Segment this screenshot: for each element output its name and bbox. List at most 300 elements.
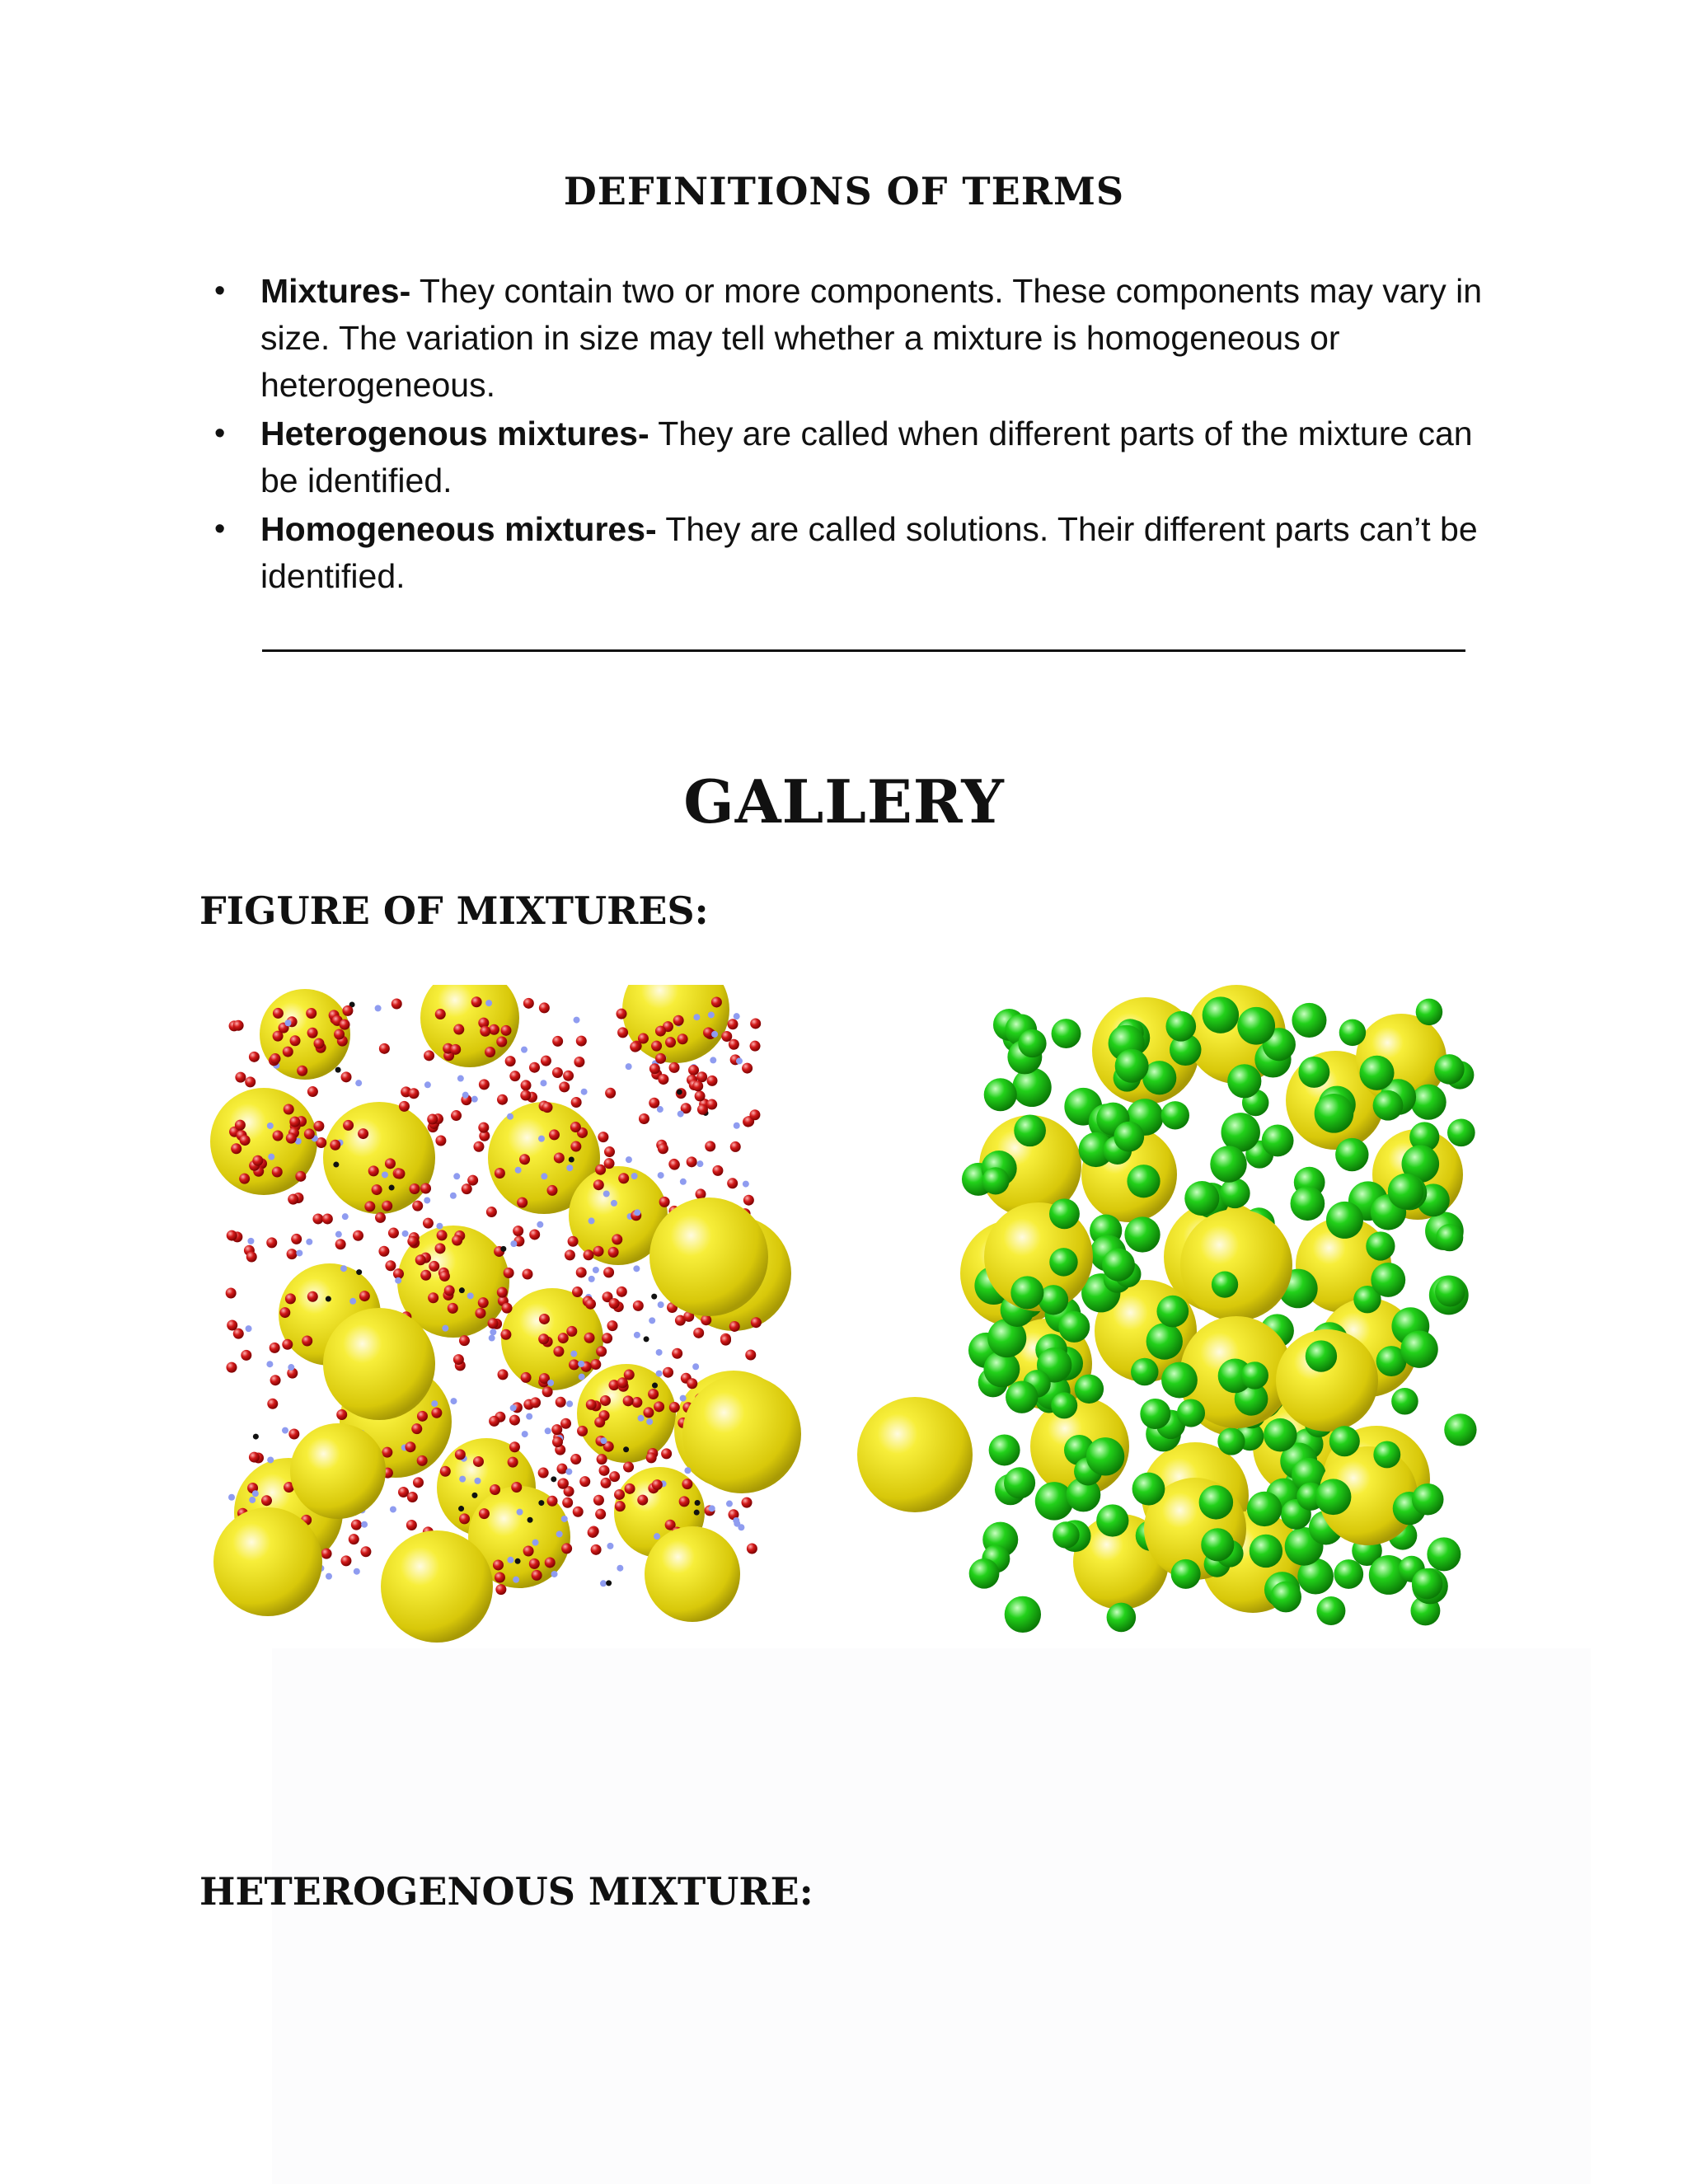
blue-particle [268,1154,274,1160]
red-particle [473,1141,484,1152]
red-particle [304,1128,315,1139]
red-particle [672,1348,682,1359]
red-particle [330,1140,340,1151]
red-particle [519,1154,530,1165]
mixtures-figure [206,985,1492,1644]
blue-particle [547,1380,554,1386]
green-sphere [1161,1101,1189,1129]
green-sphere [1124,1216,1160,1252]
red-particle [382,1447,392,1458]
red-particle [576,1267,587,1277]
black-particle [389,1185,395,1191]
red-particle [562,1497,573,1508]
red-particle [568,1236,579,1247]
red-particle [609,1298,620,1309]
blue-particle [267,1122,274,1129]
green-sphere [1058,1311,1090,1343]
red-particle [287,1249,298,1259]
red-particle [385,1260,396,1271]
blue-particle [522,1431,528,1437]
red-particle [594,1417,605,1427]
gallery-heading: GALLERY [683,766,1005,837]
blue-particle [467,1292,474,1299]
blue-particle [490,1329,496,1335]
red-particle [604,1158,615,1169]
red-particle [497,1094,508,1105]
red-particle [571,1097,582,1108]
green-sphere [1049,1248,1077,1276]
red-particle [566,1326,577,1337]
red-particle [479,1079,490,1090]
red-particle [541,1056,551,1066]
red-particle [603,1267,614,1277]
red-particle [604,1146,615,1157]
definition-text: They are called when different parts of the mixture can be identified. [260,415,1473,499]
red-particle [289,1117,300,1127]
red-particle [448,1303,458,1314]
red-particle [435,1243,446,1254]
blue-particle [450,1398,457,1404]
blue-particle [708,1011,715,1018]
green-sphere [1171,1559,1201,1589]
red-particle [682,1479,692,1489]
red-particle [556,1397,566,1408]
red-particle [563,1071,574,1081]
red-particle [542,1102,552,1113]
red-particle [612,1234,622,1244]
red-particle [411,1423,422,1434]
blue-particle [390,1506,396,1512]
red-particle [593,1246,604,1257]
red-particle [382,1201,392,1212]
heterogeneous-cluster-illustration [210,985,973,1643]
red-particle [595,1509,606,1520]
green-sphere [1049,1198,1080,1229]
red-particle [651,1041,662,1052]
green-sphere [1086,1437,1124,1475]
red-particle [706,1099,717,1110]
red-particle [552,1436,563,1447]
red-particle [364,1201,375,1212]
red-particle [428,1292,438,1303]
red-particle [579,1476,590,1487]
black-particle [644,1336,649,1342]
red-particle [505,1056,516,1066]
green-sphere [1161,1362,1198,1399]
red-particle [478,1297,489,1308]
green-sphere [1400,1330,1437,1367]
green-sphere [1010,1276,1043,1309]
green-sphere [1434,1054,1465,1085]
green-sphere [1165,1011,1196,1042]
red-particle [297,1066,307,1076]
blue-particle [600,1580,607,1586]
blue-particle [540,1080,546,1086]
red-particle [561,1543,572,1554]
red-particle [546,1185,557,1196]
green-sphere [1132,1473,1165,1506]
blue-particle [634,1209,640,1216]
green-sphere [1444,1413,1476,1446]
red-particle [459,1513,470,1524]
red-particle [711,996,722,1007]
green-sphere [1270,1582,1301,1613]
red-particle [521,1080,532,1090]
blue-particle [471,1096,478,1103]
green-sphere [989,1434,1020,1465]
blue-particle [626,1156,632,1163]
definition-item [204,410,1490,504]
green-sphere [1018,1029,1046,1057]
red-particle [560,1418,571,1429]
blue-particle [340,1265,347,1272]
red-particle [551,1424,562,1435]
green-sphere [1315,1094,1354,1133]
red-particle [343,1120,354,1131]
red-particle [617,1286,627,1297]
green-sphere [1316,1596,1345,1625]
red-particle [288,1194,298,1205]
red-particle [549,1129,560,1140]
definition-term: Mixtures- [260,272,411,310]
blue-particle [680,1179,687,1185]
red-particle [471,996,482,1007]
red-particle [720,1335,731,1346]
red-particle [729,1039,739,1050]
blue-particle [288,1364,294,1371]
blue-particle [611,1200,617,1207]
red-particle [394,1169,405,1179]
red-particle [453,1354,464,1365]
blue-particle [710,1057,716,1063]
red-particle [412,1201,423,1212]
blue-particle [526,1413,532,1420]
red-particle [552,1036,563,1047]
red-particle [282,1339,293,1350]
red-particle [502,1303,513,1314]
yellow-sphere [323,1308,435,1420]
red-particle [624,1370,635,1380]
red-particle [420,1270,431,1281]
red-particle [570,1122,581,1132]
black-particle [515,1558,521,1564]
red-particle [291,1234,302,1244]
red-particle [750,1018,761,1029]
red-particle [407,1236,418,1247]
green-sphere [1262,1125,1294,1157]
red-particle [450,1044,461,1055]
green-sphere [1435,1277,1465,1307]
green-sphere [1366,1231,1395,1260]
blue-particle [658,1172,664,1179]
red-particle [617,1027,628,1038]
blue-particle [680,1395,687,1402]
red-particle [226,1287,237,1298]
blue-particle [306,1239,312,1245]
red-particle [279,1307,290,1318]
blue-particle [649,1317,655,1324]
red-particle [388,1228,399,1239]
definitions-list [204,268,1490,602]
green-sphere [1334,1559,1363,1589]
red-particle [669,1062,680,1073]
blue-particle [561,1516,568,1522]
red-particle [591,1544,602,1555]
red-particle [643,1407,654,1418]
red-particle [599,1465,610,1476]
blue-particle [513,1577,519,1583]
blue-particle [581,1089,588,1095]
red-particle [252,1155,263,1166]
red-particle [638,1033,649,1044]
blue-particle [711,1031,718,1038]
red-particle [435,1136,446,1146]
red-particle [489,1416,499,1427]
blue-particle [282,1427,288,1434]
green-sphere [1203,996,1240,1033]
black-particle [471,1493,477,1498]
red-particle [284,1104,294,1115]
red-particle [588,1527,598,1538]
red-particle [547,1496,558,1507]
blue-particle [335,1231,342,1238]
red-particle [270,1343,280,1353]
red-particle [437,1230,448,1240]
green-sphere [1329,1426,1360,1456]
green-sphere [1315,1479,1352,1515]
red-particle [602,1333,612,1343]
red-particle [679,1496,690,1507]
red-particle [509,1071,520,1081]
red-particle [496,1036,507,1047]
red-particle [273,1008,284,1019]
red-particle [614,1489,625,1500]
red-particle [593,1179,604,1190]
green-yellow-cluster-illustration [960,985,1477,1633]
green-sphere [1199,1485,1234,1520]
blue-particle [678,1111,684,1118]
page-title: DEFINITIONS OF TERMS [563,169,1125,213]
red-particle [495,1572,505,1582]
red-particle [742,1063,753,1074]
red-particle [601,1478,612,1488]
yellow-sphere [1180,1209,1292,1321]
red-particle [423,1218,434,1229]
red-particle [659,1197,670,1207]
red-particle [360,1546,371,1557]
red-particle [235,1072,246,1083]
red-particle [286,1133,297,1144]
red-particle [687,1156,697,1167]
yellow-sphere [649,1197,768,1316]
red-particle [598,1132,608,1142]
blue-particle [424,1197,430,1203]
red-particle [490,1484,500,1495]
red-particle [321,1549,332,1559]
red-particle [630,1042,640,1052]
red-particle [239,1174,250,1184]
green-sphere [1291,1186,1325,1221]
green-sphere [1146,1323,1183,1359]
green-sphere [1210,1146,1246,1182]
red-particle [509,1441,520,1452]
red-particle [586,1399,597,1410]
black-particle [652,1383,658,1389]
green-sphere [1436,1224,1463,1251]
red-particle [529,1558,540,1569]
red-particle [334,1029,345,1039]
red-particle [288,1429,299,1440]
red-particle [539,1002,550,1013]
black-particle [695,1500,701,1506]
blue-particle [726,1501,733,1507]
red-particle [554,1152,565,1163]
red-particle [500,1329,511,1340]
black-particle [333,1162,339,1168]
blue-particle [565,1469,572,1475]
black-particle [459,1287,465,1293]
red-particle [692,1080,703,1091]
green-sphere [1217,1427,1245,1455]
blue-particle [646,1418,653,1425]
red-particle [372,1184,382,1195]
blue-particle [658,1301,664,1308]
red-particle [596,1346,607,1357]
red-particle [405,1441,415,1452]
blue-particle [462,1092,469,1099]
blue-particle [395,1277,401,1284]
green-sphere [1004,1467,1035,1498]
green-sphere [1250,1535,1282,1568]
blue-particle [442,1325,448,1332]
red-particle [565,1249,575,1260]
red-particle [459,1335,470,1346]
red-particle [340,1555,351,1566]
red-particle [475,1308,485,1319]
red-particle [227,1319,237,1330]
red-particle [539,1314,550,1324]
red-particle [509,1415,520,1426]
blue-particle [538,1136,545,1142]
green-sphere [1012,1068,1051,1107]
green-sphere [1264,1418,1297,1452]
red-particle [272,1167,283,1178]
red-particle [654,1401,664,1412]
green-sphere [1014,1114,1046,1146]
red-particle [658,1074,668,1085]
blue-particle [375,1005,382,1011]
red-particle [529,1062,540,1073]
red-particle [261,1495,272,1506]
red-particle [572,1286,583,1297]
red-particle [655,1026,666,1037]
definition-term: Heterogenous mixtures- [260,415,649,452]
red-particle [440,1466,451,1477]
blue-particle [545,1427,551,1434]
red-particle [473,1456,484,1467]
green-sphere [1388,1174,1424,1210]
red-particle [623,1461,634,1472]
red-particle [467,1175,478,1186]
red-particle [267,1399,278,1409]
blue-particle [267,1456,274,1463]
red-particle [410,1183,420,1194]
blue-particle [459,1476,466,1483]
red-particle [705,1141,715,1151]
green-sphere [1247,1492,1282,1526]
green-sphere [1447,1118,1475,1146]
red-particle [574,1057,584,1067]
green-sphere [1096,1504,1128,1536]
red-particle [669,1402,680,1413]
red-particle [520,1090,531,1100]
red-particle [417,1455,428,1466]
red-particle [617,1009,627,1019]
red-particle [413,1477,424,1488]
bullet-icon: • [214,416,226,451]
green-sphere [1326,1202,1363,1239]
red-particle [313,1121,324,1132]
red-particle [521,1372,532,1383]
red-particle [407,1492,418,1502]
blue-particle [382,1171,388,1178]
red-particle [453,1024,464,1035]
red-particle [285,1293,296,1304]
red-particle [745,1350,756,1361]
red-particle [417,1411,428,1422]
red-particle [605,1088,616,1099]
green-sphere [1412,1483,1444,1516]
green-sphere [969,1558,1000,1589]
red-particle [335,1239,346,1249]
blue-particle [733,1517,739,1524]
black-particle [253,1434,259,1440]
blue-particle [654,1533,660,1540]
red-particle [246,1252,257,1263]
red-particle [570,1141,581,1152]
definition-item [204,506,1490,600]
blue-particle [551,1571,558,1577]
yellow-sphere [645,1526,740,1622]
blue-particle [402,1230,409,1237]
blue-particle [284,1019,291,1026]
red-particle [231,1143,241,1154]
red-particle [307,1086,318,1097]
blue-particle [342,1213,349,1220]
red-particle [584,1249,594,1260]
yellow-sphere [290,1423,386,1519]
red-particle [529,1229,540,1240]
red-particle [392,998,402,1009]
blue-particle [431,1400,438,1407]
red-particle [673,1015,684,1026]
red-particle [607,1320,617,1331]
blue-particle [656,1349,663,1356]
green-sphere [1177,1399,1205,1427]
red-particle [730,1141,741,1152]
blue-particle [603,1191,610,1197]
red-particle [431,1408,442,1418]
red-particle [523,1546,534,1557]
red-particle [241,1350,251,1361]
red-particle [663,1367,673,1378]
red-particle [420,1183,431,1194]
red-particle [590,1359,601,1370]
blue-particle [228,1494,235,1501]
red-particle [570,1454,581,1465]
blue-particle [556,1530,563,1537]
green-sphere [1107,1603,1137,1633]
